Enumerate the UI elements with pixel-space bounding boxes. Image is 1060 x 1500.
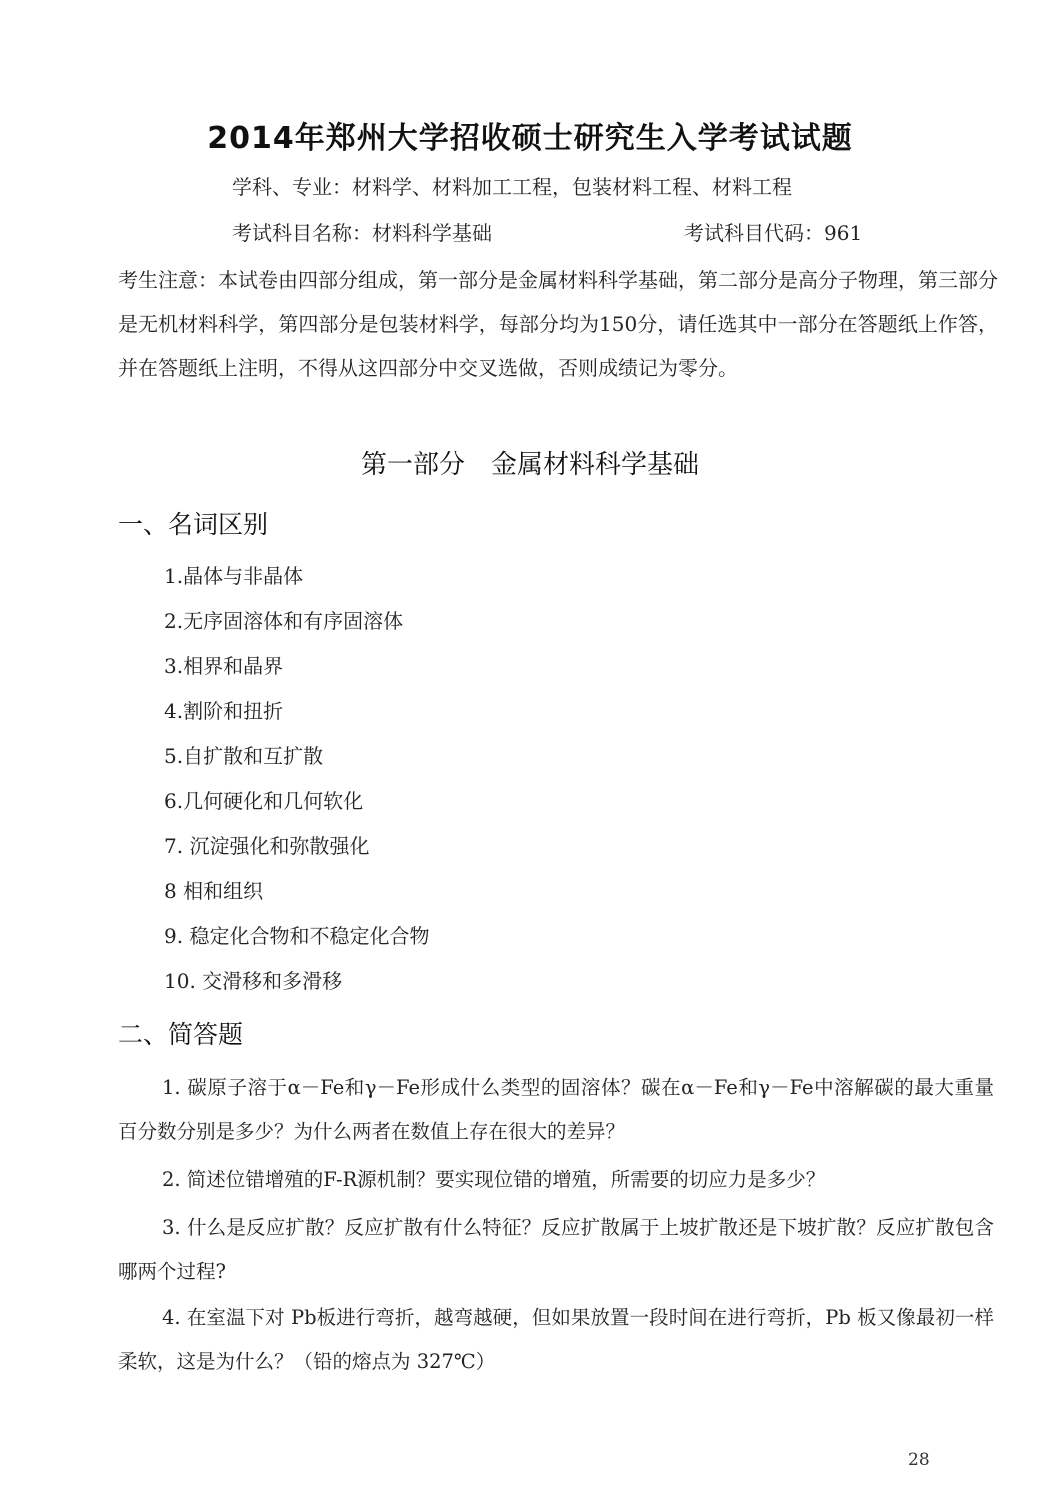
list-item: 10. 交滑移和多滑移 <box>164 969 343 993</box>
list-item: 8 相和组织 <box>164 879 264 903</box>
question-3: 3. 什么是反应扩散？反应扩散有什么特征？反应扩散属于上坡扩散还是下坡扩散？反应扩散包含哪两个过程? <box>118 1216 994 1283</box>
subject-line: 学科、专业：材料学、材料加工工程，包装材料工程、材料工程 <box>232 175 792 199</box>
page-number: 28 <box>908 1450 930 1470</box>
question-4: 4. 在室温下对 Pb板进行弯折，越弯越硬，但如果放置一段时间在进行弯折，Pb 板又像最初一样柔软，这是为什么？（铅的熔点为 327℃） <box>118 1306 994 1373</box>
question-2: 2. 简述位错增殖的F-R源机制？要实现位错的增殖，所需要的切应力是多少？ <box>162 1168 826 1191</box>
exam-title: 2014年郑州大学招收硕士研究生入学考试试题 <box>207 121 853 156</box>
candidate-notice: 考生注意：本试卷由四部分组成，第一部分是金属材料科学基础，第二部分是高分子物理，第三部分是无机材料科学，第四部分是包装材料学，每部分均为150分，请任选其中一部分在答题纸上作答，并在答题纸上注明，不得从这四部分中交叉选做，否则成绩记为零分。 <box>118 268 998 380</box>
list-item: 3.相界和晶界 <box>164 654 284 678</box>
list-item: 2.无序固溶体和有序固溶体 <box>164 609 404 633</box>
exam-name: 考试科目名称：材料科学基础 <box>232 221 492 245</box>
list-item: 9. 稳定化合物和不稳定化合物 <box>164 924 430 948</box>
exam-info-line <box>232 217 892 246</box>
question-1: 1. 碳原子溶于α－Fe和γ－Fe形成什么类型的固溶体？碳在α－Fe和γ－Fe中溶解碳的最大重量百分数分别是多少？为什么两者在数值上存在很大的差异？ <box>118 1076 994 1143</box>
section-heading-short-answer: 二、简答题 <box>118 1020 244 1049</box>
list-item: 6.几何硬化和几何软化 <box>164 789 364 813</box>
list-item: 5.自扩散和互扩散 <box>164 744 324 768</box>
part-title: 第一部分 金属材料科学基础 <box>360 450 699 480</box>
list-item: 4.割阶和扭折 <box>164 699 284 723</box>
term-list <box>164 561 429 1011</box>
list-item: 7. 沉淀强化和弥散强化 <box>164 834 370 858</box>
exam-code: 考试科目代码：961 <box>684 221 863 245</box>
list-item: 1.晶体与非晶体 <box>164 564 304 588</box>
section-heading-terms: 一、名词区别 <box>118 510 269 539</box>
